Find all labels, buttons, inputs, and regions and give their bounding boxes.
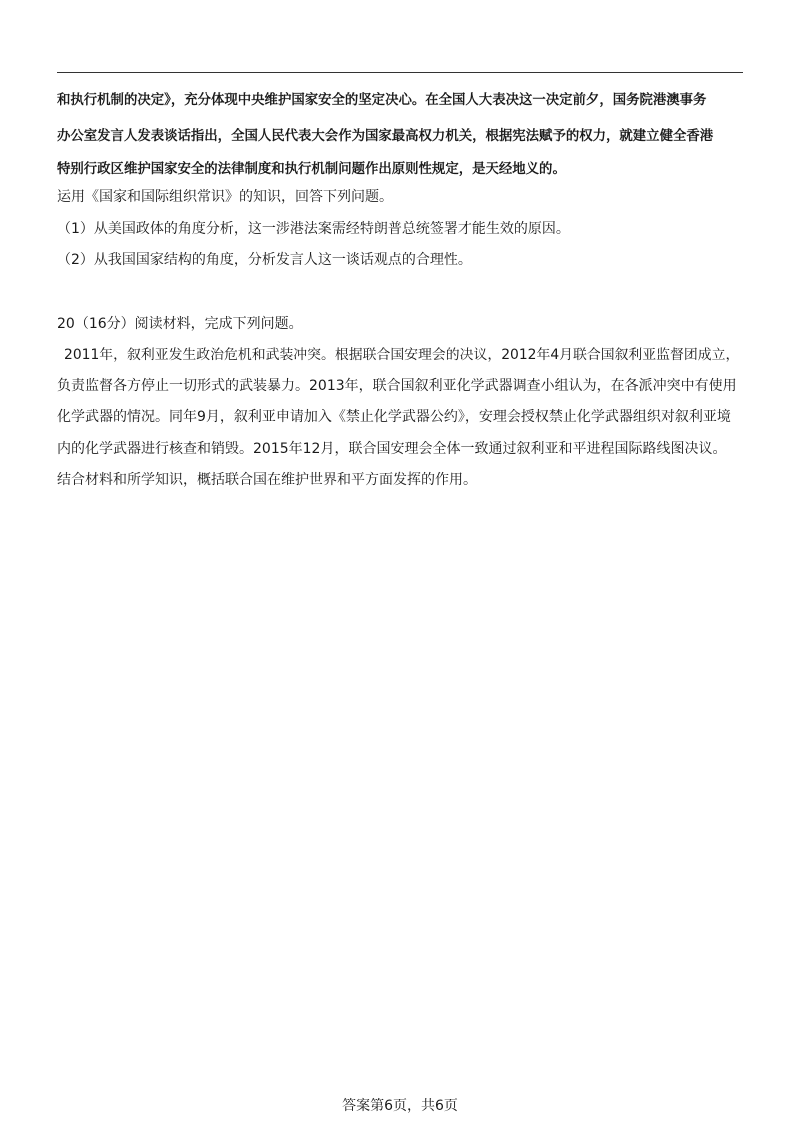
q19-material-line-2: 办公室发言人发表谈话指出，全国人民代表大会作为国家最高权力机关，根据宪法赋予的权力，就建立健全香港: [57, 128, 714, 144]
q19-prompt: 运用《国家和国际组织常识》的知识，回答下列问题。: [57, 189, 393, 205]
q19-sub-question-1: （1）从美国政体的角度分析，这一涉港法案需经特朗普总统签署才能生效的原因。: [57, 221, 570, 237]
page-footer: 答案第6页，共6页: [342, 1098, 458, 1114]
q20-material-line-4: 内的化学武器进行核查和销毁。2015年12月，联合国安理会全体一致通过叙利亚和平进程国际路线图决议。: [57, 441, 727, 457]
q19-sub-question-2: （2）从我国国家结构的角度，分析发言人这一谈话观点的合理性。: [57, 252, 472, 268]
q19-material-line-3: 特别行政区维护国家安全的法律制度和执行机制问题作出原则性规定，是天经地义的。: [57, 161, 566, 177]
q19-material-line-1: 和执行机制的决定》，充分体现中央维护国家安全的坚定决心。在全国人大表决这一决定前夕，国务院港澳事务: [57, 92, 707, 108]
header-rule: [57, 72, 743, 73]
q20-question: 结合材料和所学知识，概括联合国在维护世界和平方面发挥的作用。: [57, 472, 477, 488]
q20-header: 20（16分）阅读材料，完成下列问题。: [57, 316, 303, 332]
q20-material-line-3: 化学武器的情况。同年9月，叙利亚申请加入《禁止化学武器公约》，安理会授权禁止化学武器组织对叙利亚境: [57, 409, 731, 425]
q20-material-line-1: 2011年，叙利亚发生政治危机和武装冲突。根据联合国安理会的决议，2012年4月联合国叙利亚监督团成立，: [64, 347, 740, 363]
q20-material-line-2: 负责监督各方停止一切形式的武装暴力。2013年，联合国叙利亚化学武器调查小组认为，在各派冲突中有使用: [57, 378, 737, 394]
